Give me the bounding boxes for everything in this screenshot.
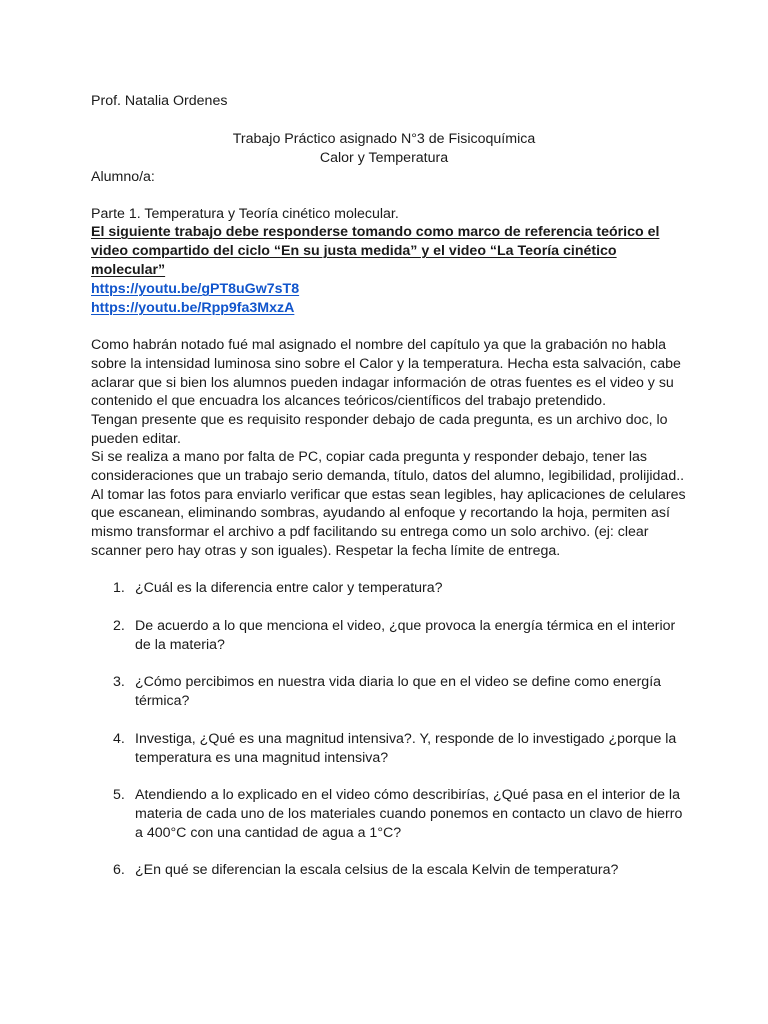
body-line: Como habrán notado fué mal asignado el nombre del capítulo ya que la grabación no habla [91, 337, 666, 353]
body-line: scanner pero hay otras y son iguales). Respetar la fecha límite de entrega. [91, 543, 561, 559]
video-link-2[interactable]: https://youtu.be/Rpp9fa3MxzA [91, 300, 295, 316]
instruction-bold-line: molecular” [91, 262, 166, 278]
question-text: a 400°C con una cantidad de agua a 1°C? [135, 825, 402, 841]
teacher-name: Prof. Natalia Ordenes [91, 93, 228, 109]
question-number: 6. [113, 862, 125, 878]
body-line: aclarar que si bien los alumnos pueden indagar información de otras fuentes es el video y su [91, 375, 674, 391]
question-number: 4. [113, 731, 125, 747]
question-text: De acuerdo a lo que menciona el video, ¿que provoca la energía térmica en el interior [135, 618, 676, 634]
question-number: 3. [113, 674, 125, 690]
question-text: Investiga, ¿Qué es una magnitud intensiva?. Y, responde de lo investigado ¿porque la [135, 731, 677, 747]
document-title: Trabajo Práctico asignado N°3 de Fisicoquímica [232, 131, 536, 147]
body-line: que escanean, eliminando sombras, ayudando al enfoque y recortando la hoja, permiten así [91, 505, 670, 521]
instruction-bold-line: video compartido del ciclo “En su justa medida” y el video “La Teoría cinético [91, 243, 617, 259]
body-line: sobre la intensidad luminosa sino sobre el Calor y la temperatura. Hecha esta salvación, cabe [91, 356, 681, 372]
body-line: consideraciones que un trabajo serio demanda, título, datos del alumno, legibilidad, prolijidad.. [91, 468, 685, 484]
question-text: ¿En qué se diferencian la escala celsius de la escala Kelvin de temperatura? [135, 862, 619, 878]
question-text: ¿Cómo percibimos en nuestra vida diaria lo que en el video se define como energía [135, 674, 662, 690]
question-text: térmica? [135, 693, 190, 709]
part-title: Parte 1. Temperatura y Teoría cinético molecular. [91, 206, 399, 222]
body-line: pueden editar. [91, 431, 181, 447]
question-number: 5. [113, 787, 125, 803]
body-line: Si se realiza a mano por falta de PC, copiar cada pregunta y responder debajo, tener las [91, 449, 648, 465]
question-number: 2. [113, 618, 125, 634]
instruction-bold-line: El siguiente trabajo debe responderse tomando como marco de referencia teórico el [91, 224, 660, 240]
student-label: Alumno/a: [91, 169, 155, 185]
question-text: Atendiendo a lo explicado en el video cómo describirías, ¿Qué pasa en el interior de la [135, 787, 680, 803]
question-text: de la materia? [135, 637, 225, 653]
question-text: ¿Cuál es la diferencia entre calor y temperatura? [135, 580, 443, 596]
document-subtitle: Calor y Temperatura [319, 150, 449, 166]
body-line: Tengan presente que es requisito responder debajo de cada pregunta, es un archivo doc, lo [91, 412, 668, 428]
question-text: temperatura es una magnitud intensiva? [135, 750, 389, 766]
body-line: contenido el que encuadra los alcances teóricos/científicos del trabajo pretendido. [91, 393, 607, 409]
body-line: Al tomar las fotos para enviarlo verificar que estas sean legibles, hay aplicaciones de celulares [91, 487, 686, 503]
body-line: mismo transformar el archivo a pdf facilitando su entrega como un solo archivo. (ej: clear [91, 524, 649, 540]
question-number: 1. [113, 580, 125, 596]
question-text: materia de cada uno de los materiales cuando ponemos en contacto un clavo de hierro [135, 806, 683, 822]
video-link-1[interactable]: https://youtu.be/gPT8uGw7sT8 [91, 281, 300, 297]
